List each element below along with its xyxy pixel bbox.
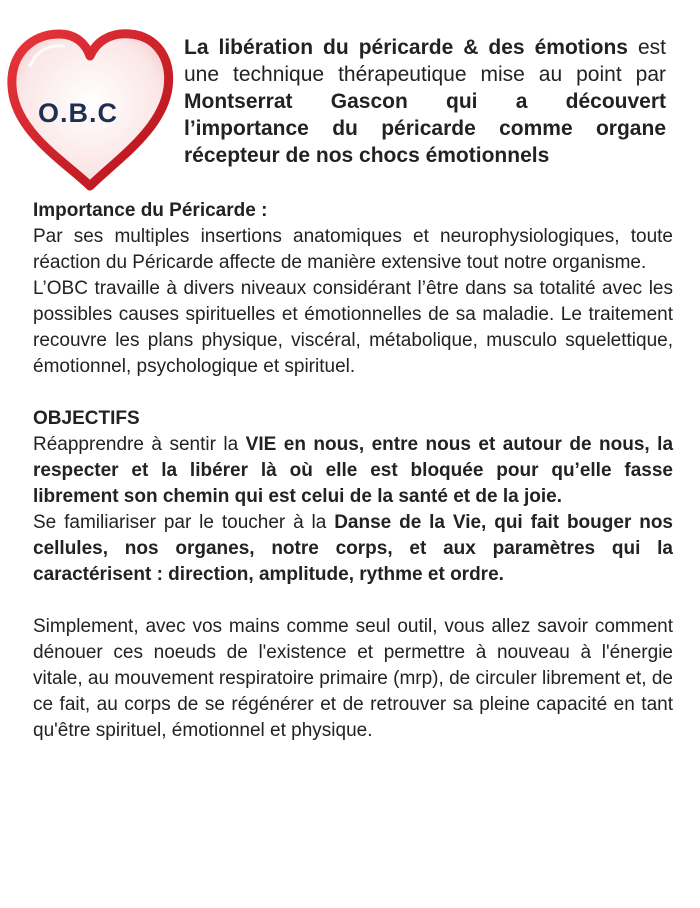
importance-paragraph-1: Par ses multiples insertions anatomiques et neurophysiologiques, toute réaction du Péricarde affecte de manière extensive tout notre organisme. [33, 226, 673, 273]
objectifs-p2-bold: Danse de la Vie, qui fait bouger nos cellules, nos organes, notre corps, et aux paramètres qui la caractérisent : direction, amplitude, rythme et ordre. [33, 512, 673, 585]
objectifs-p1-normal: Réapprendre à sentir la [33, 434, 246, 455]
logo-text: O.B.C [37, 98, 118, 128]
body-text [33, 198, 673, 744]
intro-paragraph [184, 34, 666, 169]
objectifs-p1-bold: VIE en nous, entre nous et autour de nous, la respecter et la libérer là où elle est bloquée pour qu’elle fasse librement son chemin qui est celui de la santé et de la joie. [33, 434, 674, 507]
objectifs-paragraph-2 [33, 510, 673, 588]
importance-paragraph-2: L’OBC travaille à divers niveaux considérant l’être dans sa totalité avec les possibles causes spirituelles et émotionnelles de sa maladie. Le traitement recouvre les plans physique, viscéral, métabolique, musculo squelettique, émotionnel, psychologique et spirituel. [33, 278, 673, 377]
heart-logo [4, 26, 176, 194]
intro-bold-text: Montserrat Gascon qui a découvert l’importance du péricarde comme organe récepteur de nos chocs émotionnels [184, 90, 666, 167]
intro-text: est une technique thérapeutique mise au point par [184, 36, 666, 86]
spacer [33, 588, 673, 614]
spacer [33, 380, 673, 406]
objectifs-p2-normal: Se familiariser par le toucher à la [33, 512, 335, 533]
intro-title: La libération du péricarde & des émotions [184, 36, 628, 59]
closing-paragraph: Simplement, avec vos mains comme seul outil, vous allez savoir comment dénouer ces noeuds de l'existence et permettre à nouveau à l'énergie vitale, au mouvement respiratoire primaire (mrp), de circuler librement et, de ce fait, au corps de se régénérer et de retrouver sa pleine capacité en tant qu'être spirituel, émotionnel et physique. [33, 616, 673, 741]
importance-title: Importance du Péricarde : [33, 200, 268, 221]
objectifs-title: OBJECTIFS [33, 408, 140, 429]
objectifs-paragraph-1 [33, 432, 673, 510]
